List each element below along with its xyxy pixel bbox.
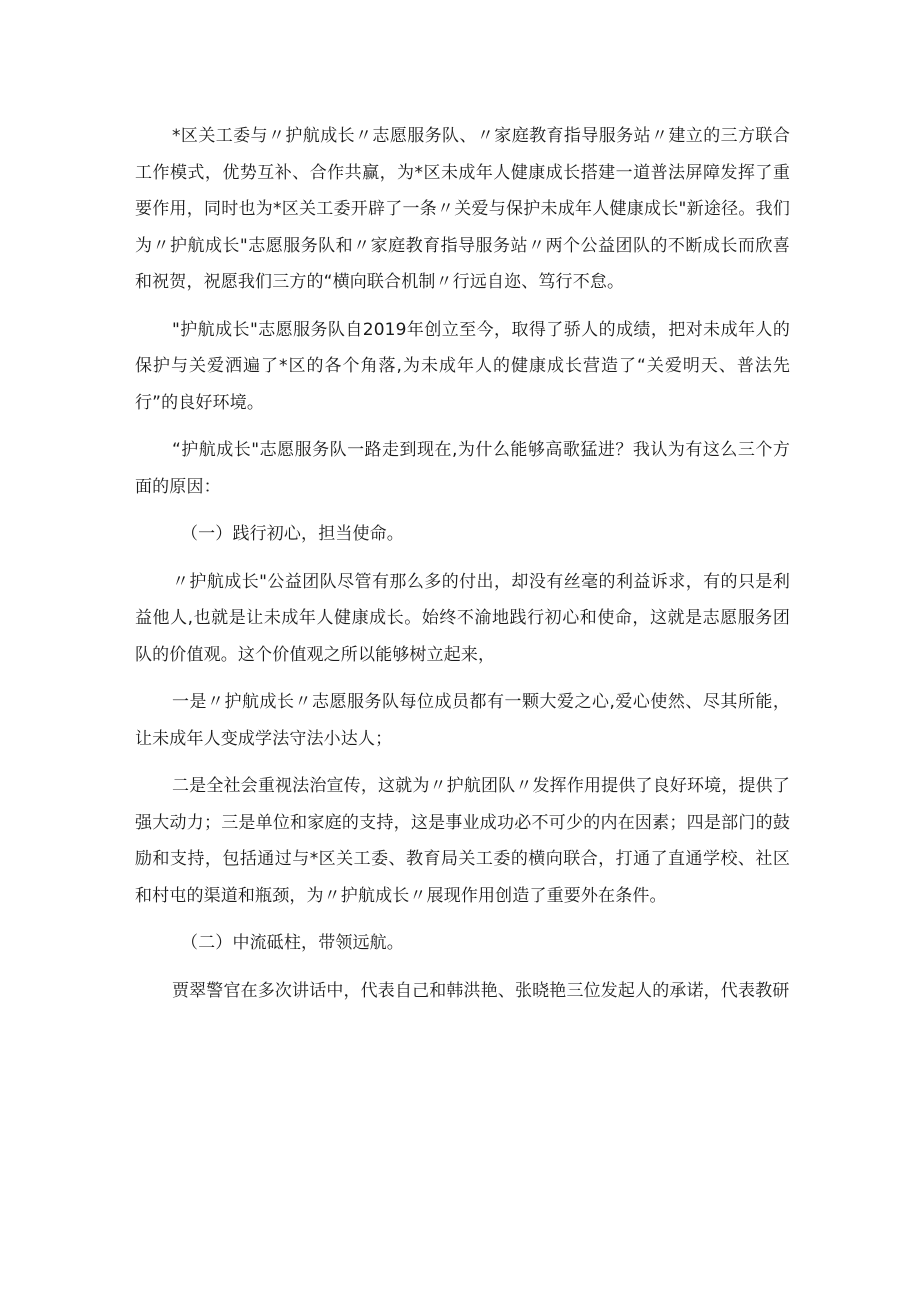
paragraph-reasons-intro: “护航成长"志愿服务队一路走到现在,为什么能够高歌猛进？我认为有这么三个方面的原因： <box>135 440 790 497</box>
section-heading-1: （一）践行初心，担当使命。 <box>181 524 404 544</box>
paragraph-officer: 贾翠警官在多次讲话中，代表自己和韩洪艳、张晓艳三位发起人的承诺，代表教研 <box>172 980 790 1001</box>
paragraph-point-one: 一是〃护航成长〃志愿服务队每位成员都有一颗大爱之心,爱心使然、尽其所能，让未成年人变成学法守法小达人； <box>135 692 790 749</box>
section-heading-2: （二）中流砥柱，带领远航。 <box>181 933 404 953</box>
paragraph-values: 〃护航成长"公益团队尽管有那么多的付出，却没有丝毫的利益诉求，有的只是利益他人,也就是让未成年人健康成长。始终不渝地践行初心和使命，这就是志愿服务团队的价值观。这个价值观之所以能够树立起来， <box>135 571 790 665</box>
document-body <box>135 118 790 1020</box>
paragraph-intro: *区关工委与〃护航成长〃志愿服务队、〃家庭教育指导服务站〃建立的三方联合工作模式，优势互补、合作共赢，为*区未成年人健康成长搭建一道普法屏障发挥了重要作用，同时也为*区关工委开辟了一条〃关爱与保护未成年人健康成长"新途径。我们为〃护航成长"志愿服务队和〃家庭教育指导服务站〃两个公益团队的不断成长而欣喜和祝贺，祝愿我们三方的“横向联合机制〃行远自迩、笃行不怠。 <box>135 126 790 292</box>
paragraph-achievements: "护航成长"志愿服务队自2019年创立至今，取得了骄人的成绩，把对未成年人的保护与关爱洒遍了*区的各个角落,为未成年人的健康成长营造了“关爱明天、普法先行”的良好环境。 <box>135 319 790 413</box>
paragraph-point-two: 二是全社会重视法治宣传，这就为〃护航团队〃发挥作用提供了良好环境，提供了强大动力；三是单位和家庭的支持，这是事业成功必不可少的内在因素；四是部门的鼓励和支持，包括通过与*区关工委、教育局关工委的横向联合，打通了直通学校、社区和村屯的渠道和瓶颈，为〃护航成长〃展现作用创造了重要外在条件。 <box>135 776 790 906</box>
